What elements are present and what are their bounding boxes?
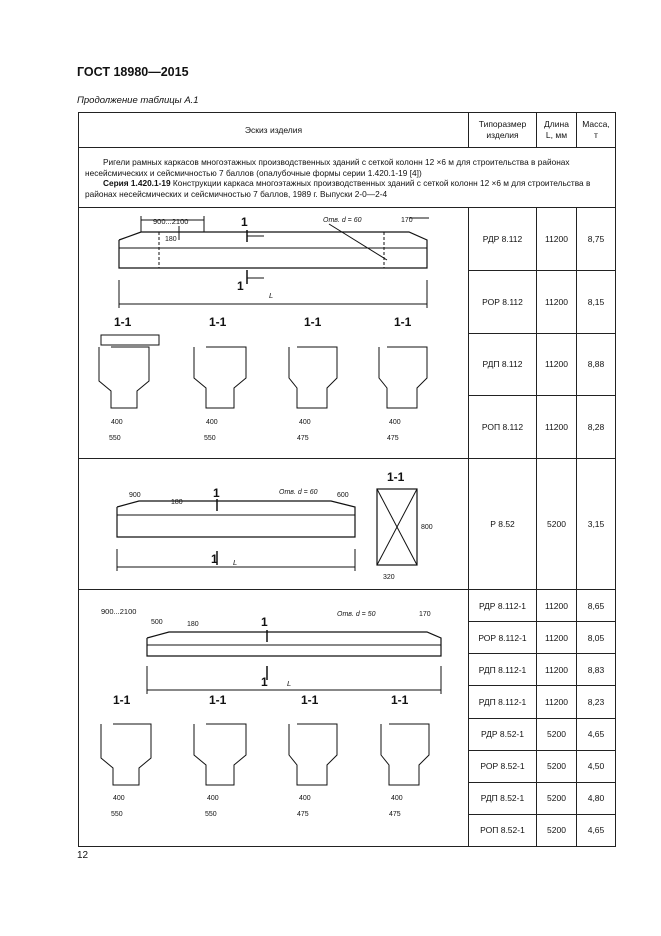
sketch-beam-5200 bbox=[79, 459, 469, 590]
dim-900-2100: 900...2100 bbox=[153, 217, 189, 226]
dim-600: 600 bbox=[337, 492, 349, 499]
section-mark-bottom: 1 bbox=[261, 675, 268, 689]
length-cell: 11200 bbox=[537, 622, 577, 654]
dim-550-a: 550 bbox=[109, 435, 121, 442]
length-cell: 11200 bbox=[537, 686, 577, 718]
dim-475-a: 475 bbox=[297, 435, 309, 442]
section-mark-bottom: 1 bbox=[237, 279, 244, 293]
table-row bbox=[79, 590, 616, 622]
section-title-2: 1-1 bbox=[209, 693, 227, 707]
table-header-row bbox=[79, 113, 616, 148]
type-cell: РДП 8.52-1 bbox=[469, 782, 537, 814]
mass-cell: 8,15 bbox=[577, 270, 616, 333]
section-mark-bottom: 1 bbox=[211, 552, 218, 566]
dim-400-c: 400 bbox=[299, 795, 311, 802]
dim-180: 180 bbox=[187, 621, 199, 628]
table-row bbox=[79, 459, 616, 590]
dim-800: 800 bbox=[421, 524, 433, 531]
dim-400-a: 400 bbox=[113, 795, 125, 802]
dim-475-a: 475 bbox=[297, 811, 309, 818]
description-paragraph-2: Серия 1.420.1-19 Конструкции каркаса многоэтажных производственных зданий с сеткой колонн 12 ×6 м для строительства в районах несейсмических и сейсмичностью 7 баллов, 1989 г. Выпуски 2-0—2-4 bbox=[85, 178, 591, 199]
type-cell: РОП 8.112 bbox=[469, 396, 537, 459]
dim-900: 900 bbox=[129, 492, 141, 499]
col-length-header: Длина L, мм bbox=[537, 113, 577, 148]
mass-cell: 8,65 bbox=[577, 590, 616, 622]
type-cell: Р 8.52 bbox=[469, 459, 537, 590]
type-cell: РДР 8.112-1 bbox=[469, 590, 537, 622]
length-cell: 11200 bbox=[537, 270, 577, 333]
dim-400-d: 400 bbox=[389, 419, 401, 426]
col-sketch-header: Эскиз изделия bbox=[79, 113, 469, 148]
section-mark-top: 1 bbox=[261, 615, 268, 629]
dim-180: 180 bbox=[165, 236, 177, 243]
mass-cell: 4,65 bbox=[577, 814, 616, 846]
dim-400-c: 400 bbox=[299, 419, 311, 426]
dim-400-b: 400 bbox=[207, 795, 219, 802]
description-paragraph-1: Ригели рамных каркасов многоэтажных производственных зданий с сеткой колонн 12 ×6 м для строительства в районах несейсмических и сейсмичностью 7 баллов (опалубочные формы серии 1.420.1-19 [4]) bbox=[85, 157, 570, 178]
mass-cell: 8,23 bbox=[577, 686, 616, 718]
dim-475-b: 475 bbox=[389, 811, 401, 818]
beam-drawing-3 bbox=[79, 590, 469, 846]
type-cell: РДП 8.112-1 bbox=[469, 654, 537, 686]
section-mark-top: 1 bbox=[241, 215, 248, 229]
mass-cell: 8,05 bbox=[577, 622, 616, 654]
type-cell: РОР 8.112-1 bbox=[469, 622, 537, 654]
document-header: ГОСТ 18980—2015 bbox=[77, 65, 189, 79]
mass-cell: 4,65 bbox=[577, 718, 616, 750]
series-description bbox=[79, 148, 616, 208]
type-cell: РДР 8.52-1 bbox=[469, 718, 537, 750]
mass-cell: 8,28 bbox=[577, 396, 616, 459]
section-mark-top: 1 bbox=[213, 486, 220, 500]
dim-400-b: 400 bbox=[206, 419, 218, 426]
sketch-beam-11200 bbox=[79, 208, 469, 459]
col-mass-header: Масса, т bbox=[577, 113, 616, 148]
dim-170: 170 bbox=[419, 611, 431, 618]
dim-400-d: 400 bbox=[391, 795, 403, 802]
mass-cell: 8,75 bbox=[577, 208, 616, 271]
type-cell: РДР 8.112 bbox=[469, 208, 537, 271]
section-title: 1-1 bbox=[387, 470, 405, 484]
dim-550-b: 550 bbox=[204, 435, 216, 442]
length-cell: 11200 bbox=[537, 208, 577, 271]
beam-drawing-2 bbox=[79, 459, 469, 589]
col-type-header: Типоразмер изделия bbox=[469, 113, 537, 148]
mass-cell: 4,50 bbox=[577, 750, 616, 782]
section-title-2: 1-1 bbox=[209, 315, 227, 329]
section-title-4: 1-1 bbox=[394, 315, 412, 329]
length-cell: 11200 bbox=[537, 654, 577, 686]
section-title-1: 1-1 bbox=[114, 315, 132, 329]
type-cell: РДП 8.112-1 bbox=[469, 686, 537, 718]
dim-550-a: 550 bbox=[111, 811, 123, 818]
mass-cell: 8,88 bbox=[577, 333, 616, 396]
table-row bbox=[79, 208, 616, 271]
length-cell: 5200 bbox=[537, 750, 577, 782]
type-cell: РДП 8.112 bbox=[469, 333, 537, 396]
mass-cell: 3,15 bbox=[577, 459, 616, 590]
length-cell: 5200 bbox=[537, 459, 577, 590]
section-title-3: 1-1 bbox=[301, 693, 319, 707]
length-cell: 11200 bbox=[537, 333, 577, 396]
sketch-beam-11200-1 bbox=[79, 590, 469, 847]
dim-900-2100: 900...2100 bbox=[101, 607, 137, 616]
dim-500: 500 bbox=[151, 619, 163, 626]
page-number: 12 bbox=[77, 850, 89, 861]
length-cell: 11200 bbox=[537, 590, 577, 622]
description-row bbox=[79, 148, 616, 208]
dim-180: 180 bbox=[171, 499, 183, 506]
mass-cell: 4,80 bbox=[577, 782, 616, 814]
mass-cell: 8,83 bbox=[577, 654, 616, 686]
length-cell: 5200 bbox=[537, 814, 577, 846]
beam-drawing-1 bbox=[79, 208, 469, 458]
section-title-1: 1-1 bbox=[113, 693, 131, 707]
hole-label: Отв. d = 50 bbox=[337, 611, 376, 618]
length-cell: 11200 bbox=[537, 396, 577, 459]
products-table bbox=[78, 112, 616, 847]
hole-label: Отв. d = 60 bbox=[279, 489, 318, 496]
dim-550-b: 550 bbox=[205, 811, 217, 818]
dim-length: L bbox=[233, 558, 238, 567]
type-cell: РОР 8.52-1 bbox=[469, 750, 537, 782]
section-title-4: 1-1 bbox=[391, 693, 409, 707]
length-cell: 5200 bbox=[537, 782, 577, 814]
dim-400-a: 400 bbox=[111, 419, 123, 426]
hole-label: Отв. d = 60 bbox=[323, 217, 362, 224]
dim-170: 170 bbox=[401, 217, 413, 224]
dim-length: L bbox=[287, 679, 292, 688]
dim-320: 320 bbox=[383, 574, 395, 581]
type-cell: РОР 8.112 bbox=[469, 270, 537, 333]
dim-length: L bbox=[269, 291, 274, 300]
section-title-3: 1-1 bbox=[304, 315, 322, 329]
type-cell: РОП 8.52-1 bbox=[469, 814, 537, 846]
dim-475-b: 475 bbox=[387, 435, 399, 442]
table-continuation-note: Продолжение таблицы А.1 bbox=[77, 95, 199, 106]
length-cell: 5200 bbox=[537, 718, 577, 750]
